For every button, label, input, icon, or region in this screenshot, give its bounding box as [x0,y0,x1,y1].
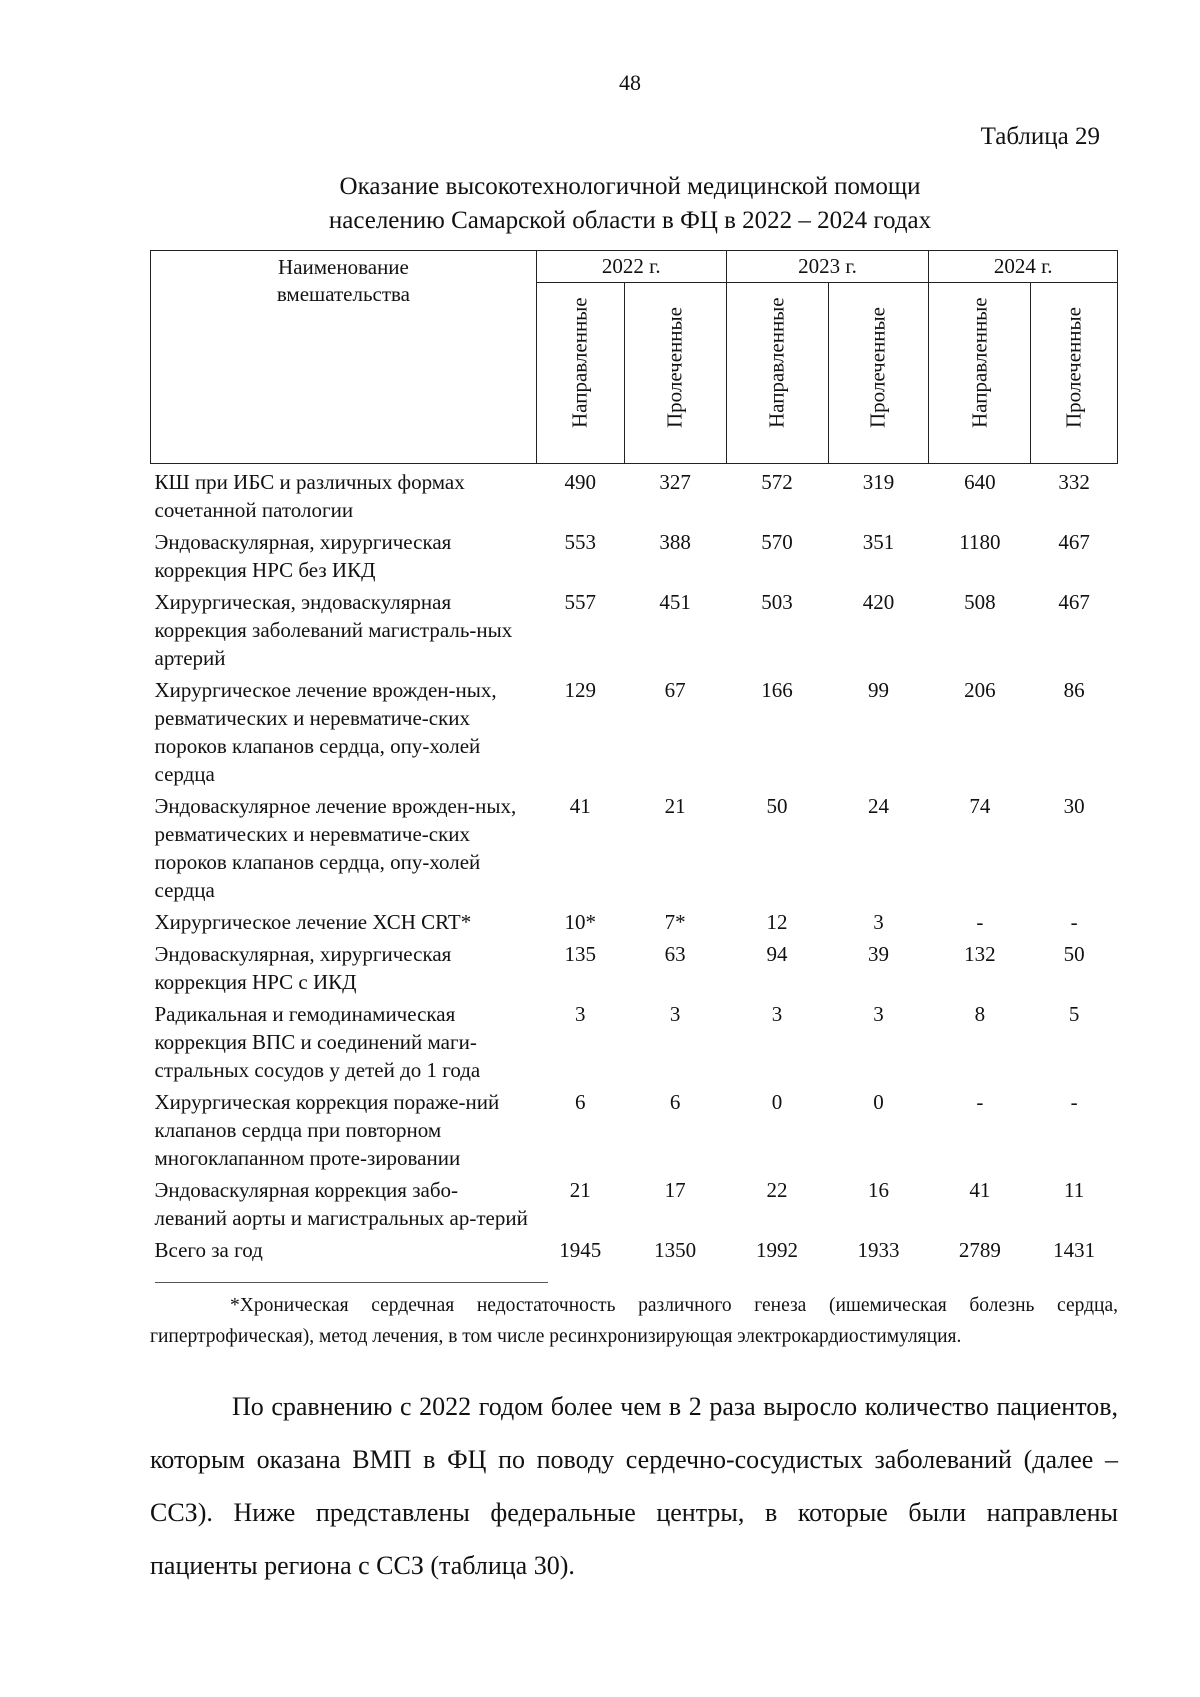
row-value: 11 [1064,1178,1085,1202]
row-value: 351 [862,530,895,554]
row-value: 508 [964,590,996,614]
row-value: 135 [564,942,597,966]
row-name: Эндоваскулярная коррекция забо-леваний аорты и магистральных ар-терий [154,1178,528,1230]
header-treated-2024-text: Пролеченные [1061,307,1086,428]
row-value: 39 [867,942,889,966]
row-value: 332 [1058,470,1090,494]
row-value: 41 [569,794,591,818]
row-value: 503 [761,590,793,614]
row-value: 2789 [958,1238,1001,1262]
header-intervention-name [151,251,537,464]
header-year-2023: 2023 г. [726,251,929,283]
row-value: 99 [867,678,889,702]
row-value: 12 [766,910,788,934]
header-sent-2023 [726,283,828,464]
row-name: Хирургическая, эндоваскулярная коррекция заболеваний магистраль-ных артерий [154,590,513,670]
row-value: 5 [1068,1002,1080,1026]
row-value: 129 [564,678,597,702]
row-value: 467 [1058,590,1090,614]
row-value: 1933 [857,1238,900,1262]
row-name: Эндоваскулярная, хирургическая коррекция НРС с ИКД [154,942,452,994]
vmp-table [150,250,1118,1266]
table-label: Таблица 29 [980,123,1100,150]
row-value: 420 [862,590,895,614]
table-row [151,998,1118,1086]
row-value: 327 [659,470,691,494]
table-row [151,674,1118,790]
row-value: - [1070,910,1078,934]
table-row [151,938,1118,998]
row-value: 1992 [756,1238,799,1262]
row-name: Хирургическая коррекция пораже-ний клапанов сердца при повторном многоклапанном проте-зировании [154,1090,500,1170]
header-sent-2024 [929,283,1031,464]
row-name: Эндоваскулярная, хирургическая коррекция НРС без ИКД [154,530,452,582]
row-value: 557 [564,590,597,614]
row-value: 572 [761,470,793,494]
row-value: 3 [873,1002,884,1026]
row-value: 22 [766,1178,788,1202]
table-row [151,1174,1118,1234]
page-number: 48 [619,70,641,95]
row-value: 451 [659,590,691,614]
row-name: КШ при ИБС и различных формах сочетанной патологии [154,470,465,522]
row-value: 3 [771,1002,783,1026]
row-value: 10* [564,910,597,934]
header-treated-2022 [624,283,726,464]
row-name: Эндоваскулярное лечение врожден-ных, ревматических и неревматиче-ских пороков клапанов сердца, опу-холей сердца [154,794,517,902]
row-value: 7* [664,910,686,934]
row-value: 0 [873,1090,884,1114]
row-value: 640 [964,470,996,494]
row-value: 63 [664,942,686,966]
footnote: *Хроническая сердечная недостаточность различного генеза (ишемическая болезнь сердца, гипертрофическая), метод лечения, в том числе ресинхронизирующая электрокардиостимуляция. [150,1295,1118,1347]
footnote-divider [155,1282,548,1283]
row-value: 0 [771,1090,783,1114]
row-value: 3 [873,910,884,934]
header-year-2022: 2022 г. [536,251,726,283]
header-year-2024: 2024 г. [929,251,1118,283]
body-paragraph: По сравнению с 2022 годом более чем в 2 раза выросло количество пациентов, которым оказана ВМП в ФЦ по поводу сердечно-сосудистых заболеваний (далее – ССЗ). Ниже представлены федеральные центры, в которые были направлены пациенты региона с ССЗ (таблица 30). [150,1392,1118,1580]
table-row [151,1086,1118,1174]
header-intervention-name-text: Наименование вмешательства [276,255,411,306]
header-treated-2022-text: Пролеченные [662,307,687,428]
header-sent-2024-text: Направленные [967,297,992,428]
header-treated-2024 [1031,283,1118,464]
row-value: 8 [974,1002,986,1026]
row-value: 3 [575,1002,586,1026]
row-value: - [976,910,984,934]
header-sent-2023-text: Направленные [764,297,789,428]
row-name: Хирургическое лечение ХСН CRT* [154,910,472,934]
row-value: 6 [575,1090,586,1114]
header-treated-2023 [828,283,929,464]
table-row [151,464,1118,527]
row-value: 166 [761,678,793,702]
row-value: 6 [669,1090,681,1114]
row-value: 206 [964,678,996,702]
row-value: 16 [867,1178,889,1202]
table-row [151,790,1118,906]
row-value: 86 [1063,678,1085,702]
row-value: 50 [1063,942,1085,966]
row-value: 94 [766,942,788,966]
row-value: 17 [664,1178,686,1202]
row-value: 490 [564,470,597,494]
row-value: 388 [659,530,691,554]
table-title-line-2: населению Самарской области в ФЦ в 2022 – 2024 годах [328,207,932,234]
total-row [151,1234,1118,1266]
row-value: 1945 [559,1238,602,1262]
row-value: 21 [664,794,686,818]
row-value: 1350 [654,1238,697,1262]
row-value: 24 [867,794,889,818]
row-value: 1180 [959,530,1001,554]
table-title [150,170,1110,238]
header-treated-2023-text: Пролеченные [865,307,890,428]
row-value: 67 [664,678,686,702]
row-name: Всего за год [154,1238,263,1262]
header-sent-2022-text: Направленные [567,297,592,428]
table-row [151,906,1118,938]
row-value: 1431 [1053,1238,1096,1262]
row-value: - [976,1090,984,1114]
row-value: 41 [969,1178,991,1202]
row-value: 553 [564,530,597,554]
row-value: 21 [569,1178,591,1202]
table-row [151,586,1118,674]
row-value: 50 [766,794,788,818]
table-row [151,526,1118,586]
row-value: - [1070,1090,1078,1114]
row-value: 319 [862,470,895,494]
row-name: Радикальная и гемодинамическая коррекция ВПС и соединений маги-стральных сосудов у детей до 1 года [154,1002,481,1082]
row-value: 570 [761,530,793,554]
row-value: 467 [1058,530,1090,554]
row-value: 3 [669,1002,681,1026]
table-body [151,464,1118,1267]
row-value: 132 [964,942,996,966]
row-value: 30 [1063,794,1085,818]
row-value: 74 [969,794,991,818]
header-sent-2022 [536,283,624,464]
table-title-line-1: Оказание высокотехнологичной медицинской помощи [339,173,921,200]
row-name: Хирургическое лечение врожден-ных, ревматических и неревматиче-ских пороков клапанов сердца, опу-холей сердца [154,678,497,786]
